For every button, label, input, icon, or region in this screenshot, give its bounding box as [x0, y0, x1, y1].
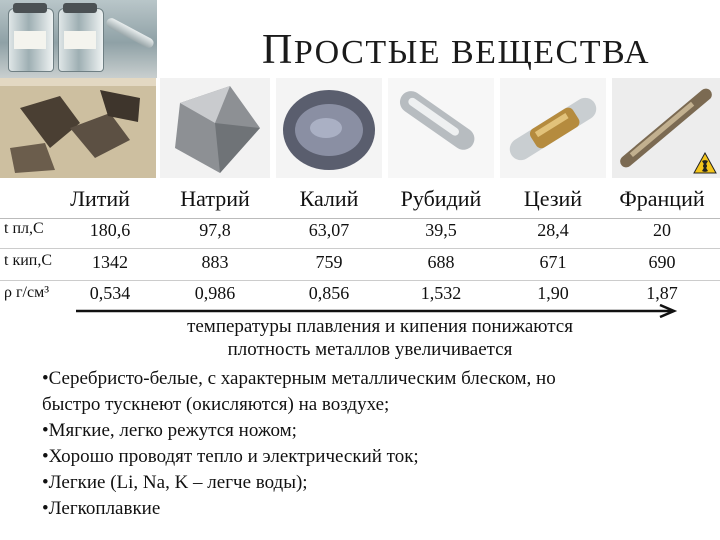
element-name-lithium: Литий: [70, 186, 130, 211]
density-francium: 1,87: [646, 283, 678, 303]
density-lithium: 0,534: [89, 283, 131, 303]
element-name-francium: Франций: [619, 186, 705, 211]
list-item: •Серебристо-белые, с характерным металлическим блеском, но: [42, 368, 556, 389]
radioactive-icon: [693, 152, 717, 174]
jar-image: [58, 8, 104, 72]
lithium-photo: [0, 78, 156, 178]
boiling-potassium: 759: [315, 252, 343, 272]
boiling-lithium: 1342: [92, 252, 128, 272]
melting-sodium: 97,8: [199, 220, 231, 240]
boiling-cesium: 671: [539, 252, 567, 272]
row-label-melting: t пл,С: [4, 220, 44, 237]
list-item: •Легкие (Li, Na, K – легче воды);: [42, 472, 308, 493]
element-name-potassium: Калий: [299, 186, 359, 211]
density-rubidium: 1,532: [420, 283, 462, 303]
page-title: ПРОСТЫЕ ВЕЩЕСТВА: [262, 27, 651, 73]
cesium-photo: [500, 78, 606, 178]
lithium-jars-photo: [0, 0, 157, 78]
list-item: быстро тускнеют (окисляются) на воздухе;: [42, 394, 390, 415]
row-divider: [0, 248, 720, 249]
melting-potassium: 63,07: [308, 220, 350, 240]
row-divider: [0, 218, 720, 219]
properties-list: [42, 366, 712, 522]
sodium-photo: [160, 78, 270, 178]
melting-lithium: 180,6: [89, 220, 131, 240]
melting-rubidium: 39,5: [425, 220, 457, 240]
element-photos: [0, 78, 720, 180]
list-item: •Легкоплавкие: [42, 498, 161, 519]
jar-image: [8, 8, 54, 72]
boiling-sodium: 883: [201, 252, 229, 272]
boiling-rubidium: 688: [427, 252, 455, 272]
trend-melting-boiling: температуры плавления и кипения понижаются: [187, 316, 573, 337]
potassium-photo: [276, 78, 382, 178]
list-item: •Мягкие, легко режутся ножом;: [42, 420, 297, 441]
rubidium-photo: [388, 78, 494, 178]
boiling-francium: 690: [648, 252, 676, 272]
list-item: •Хорошо проводят тепло и электрический ток;: [42, 446, 419, 467]
density-cesium: 1,90: [537, 283, 569, 303]
density-sodium: 0,986: [194, 283, 236, 303]
density-potassium: 0,856: [308, 283, 350, 303]
element-name-cesium: Цезий: [523, 186, 583, 211]
melting-cesium: 28,4: [537, 220, 569, 240]
melting-francium: 20: [653, 220, 671, 240]
row-label-boiling: t кип,С: [4, 252, 53, 269]
trend-density: плотность металлов увеличивается: [227, 339, 513, 360]
row-divider: [0, 280, 720, 281]
element-name-sodium: Натрий: [180, 186, 250, 211]
element-name-rubidium: Рубидий: [400, 186, 482, 211]
ampoule-image: [105, 16, 156, 49]
row-label-density: ρ г/см³: [4, 284, 50, 301]
